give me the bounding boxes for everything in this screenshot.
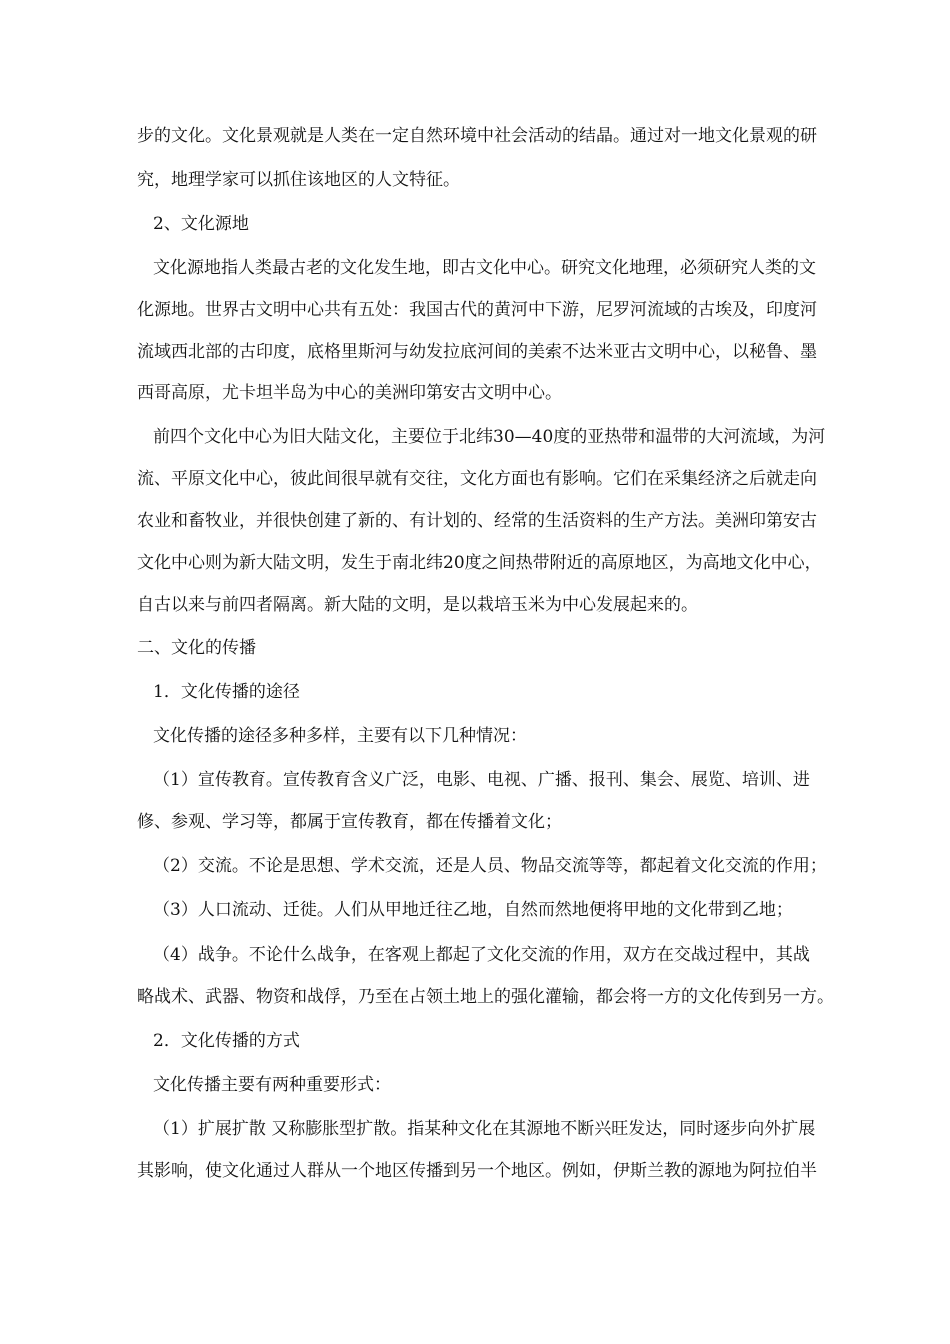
list-item: （2）交流。不论是思想、学术交流，还是人员、物品交流等等，都起着文化交流的作用； bbox=[153, 856, 827, 876]
list-item: （3）人口流动、迁徙。人们从甲地迁往乙地，自然而然地便将甲地的文化带到乙地； bbox=[153, 900, 793, 920]
subsection-heading: 1．文化传播的途径 bbox=[153, 682, 300, 702]
text-line: 其影响，使文化通过人群从一个地区传播到另一个地区。例如，伊斯兰教的源地为阿拉伯半 bbox=[137, 1161, 817, 1181]
text-line: 流域西北部的古印度，底格里斯河与幼发拉底河间的美索不达米亚古文明中心，以秘鲁、墨 bbox=[137, 342, 817, 362]
text-line: 文化中心则为新大陆文明，发生于南北纬20度之间热带附近的高原地区，为高地文化中心， bbox=[137, 553, 822, 573]
subsection-heading: 2．文化传播的方式 bbox=[153, 1031, 300, 1051]
text-line: 西哥高原，尤卡坦半岛为中心的美洲印第安古文明中心。 bbox=[137, 383, 562, 403]
list-item: （1）扩展扩散 又称膨胀型扩散。指某种文化在其源地不断兴旺发达，同时逐步向外扩展 bbox=[153, 1119, 816, 1139]
section-heading: 2、文化源地 bbox=[153, 214, 249, 234]
section-heading: 二、文化的传播 bbox=[137, 638, 256, 658]
text-line: 自古以来与前四者隔离。新大陆的文明，是以栽培玉米为中心发展起来的。 bbox=[137, 595, 698, 615]
text-line: 略战术、武器、物资和战俘，乃至在占领土地上的强化灌输，都会将一方的文化传到另一方。 bbox=[137, 987, 834, 1007]
text-line: 究，地理学家可以抓住该地区的人文特征。 bbox=[137, 170, 460, 190]
text-line: 流、平原文化中心，彼此间很早就有交往，文化方面也有影响。它们在采集经济之后就走向 bbox=[137, 469, 817, 489]
text-line: 化源地。世界古文明中心共有五处：我国古代的黄河中下游，尼罗河流域的古埃及，印度河 bbox=[137, 300, 817, 320]
text-line: 文化传播的途径多种多样，主要有以下几种情况： bbox=[153, 726, 527, 746]
list-item: （4）战争。不论什么战争，在客观上都起了文化交流的作用，双方在交战过程中，其战 bbox=[153, 945, 810, 965]
text-line: 文化源地指人类最古老的文化发生地，即古文化中心。研究文化地理，必须研究人类的文 bbox=[153, 258, 816, 278]
text-line: 步的文化。文化景观就是人类在一定自然环境中社会活动的结晶。通过对一地文化景观的研 bbox=[137, 126, 817, 146]
text-line: 农业和畜牧业，并很快创建了新的、有计划的、经常的生活资料的生产方法。美洲印第安古 bbox=[137, 511, 817, 531]
text-line: 文化传播主要有两种重要形式： bbox=[153, 1075, 391, 1095]
text-line: 前四个文化中心为旧大陆文化，主要位于北纬30—40度的亚热带和温带的大河流域，为河 bbox=[153, 427, 826, 447]
list-item: （1）宣传教育。宣传教育含义广泛，电影、电视、广播、报刊、集会、展览、培训、进 bbox=[153, 770, 810, 790]
text-line: 修、参观、学习等，都属于宣传教育，都在传播着文化； bbox=[137, 812, 562, 832]
